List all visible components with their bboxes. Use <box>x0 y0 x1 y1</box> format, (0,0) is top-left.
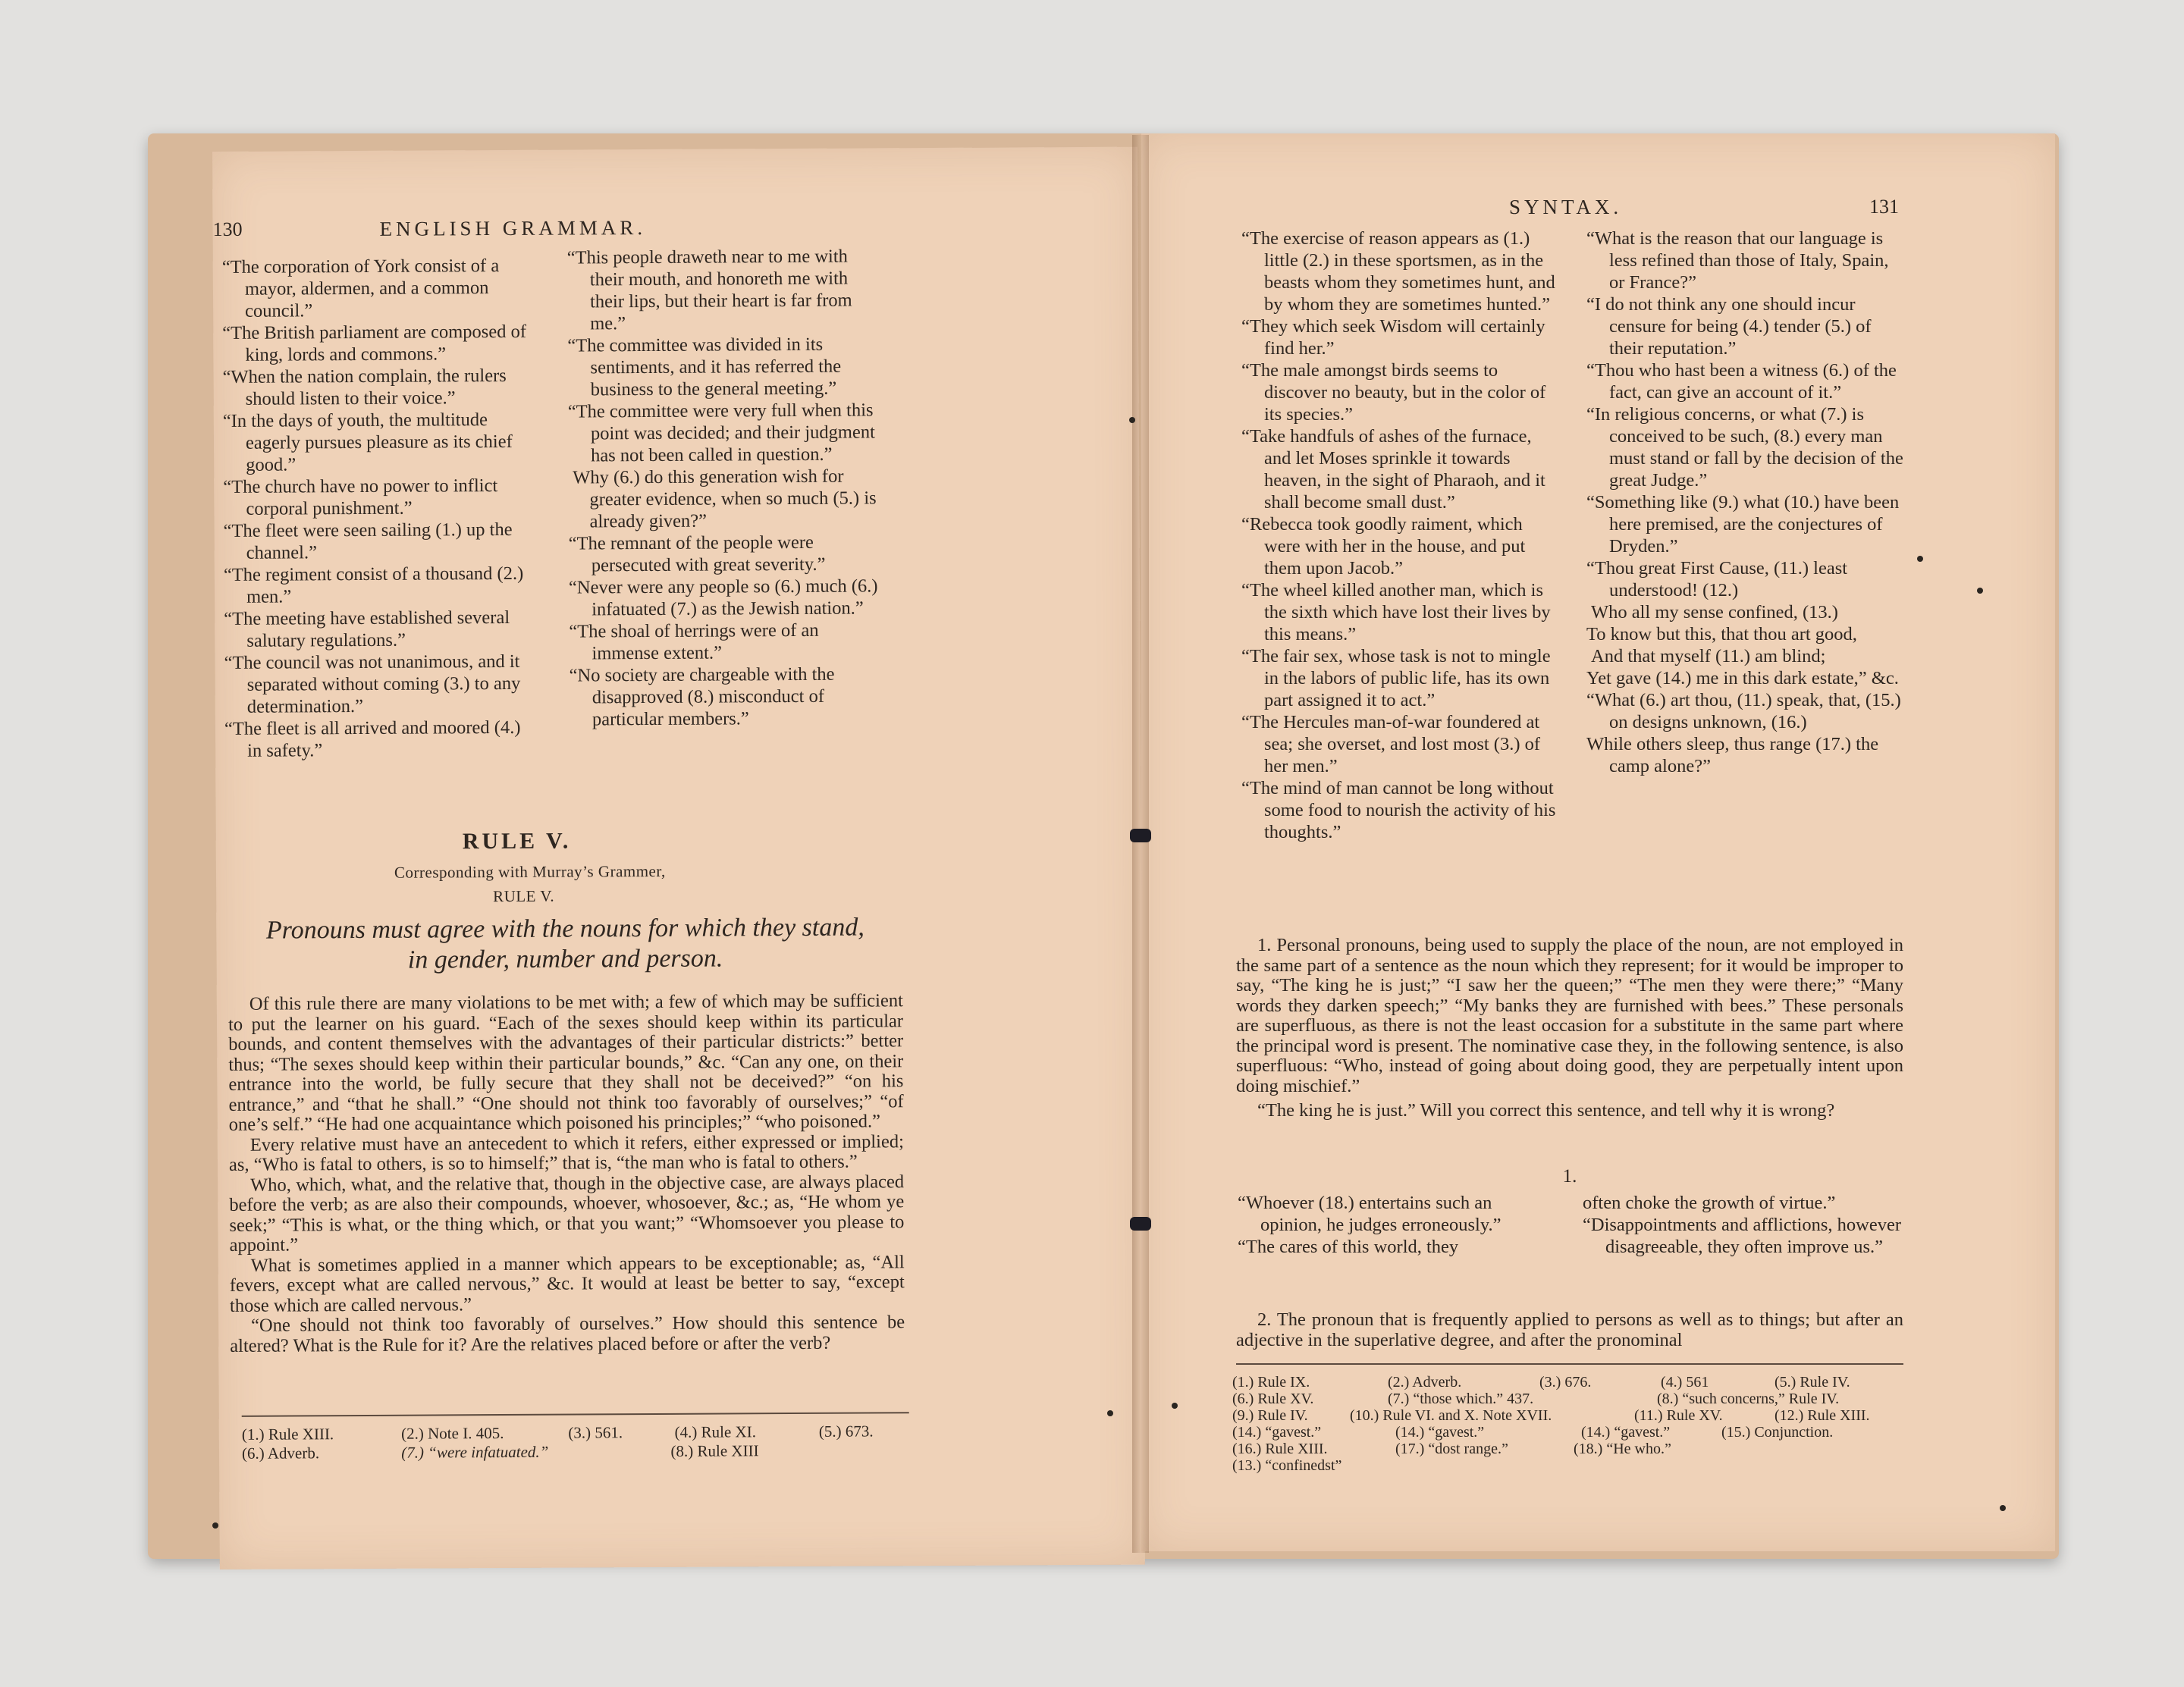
footnote: (12.) Rule XIII. <box>1774 1407 1870 1424</box>
left-footnotes <box>242 1422 924 1463</box>
footnote: (3.) 561. <box>568 1423 623 1442</box>
verse-line: And that myself (11.) am blind; <box>1591 646 1826 666</box>
example-sentence: “The committee was divided in its sentiments, and it has referred the business to the general meeting.” <box>567 334 842 400</box>
ink-speck <box>2000 1505 2006 1511</box>
example-sentence: “The male amongst birds seems to discover no beauty, but in the color of its species.” <box>1241 360 1546 425</box>
example-sentence: “The remnant of the people were persecuted with great severity.” <box>568 531 826 576</box>
right-body-text <box>1236 936 1903 1121</box>
rule-statement-line-2: in gender, number and person. <box>407 944 723 974</box>
exercise-sentence: “The cares of this world, they <box>1238 1237 1459 1257</box>
rule-statement-line-1: Pronouns must agree with the nouns for which they stand, <box>265 913 864 945</box>
rule-subtitle: Corresponding with Murray’s Grammer, <box>394 861 666 882</box>
footnote: (1.) Rule XIII. <box>241 1425 334 1444</box>
example-sentence: “What is the reason that our language is less refined than those of Italy, Spain, or France?” <box>1586 228 1889 293</box>
exercise-col-2 <box>1574 1192 1907 1258</box>
exercise-col-1 <box>1228 1192 1547 1258</box>
body-paragraph: Every relative must have an antecedent to which it refers, either expressed or implied; as, “Who is fatal to others, is so to himself;” that is, “the man who is fatal to others.” <box>228 1130 904 1175</box>
footnote: (9.) Rule IV. <box>1232 1407 1308 1424</box>
footnote: (8.) Rule XIII <box>670 1441 759 1460</box>
ink-speck <box>1977 588 1983 594</box>
example-sentence: “The corporation of York consist of a mayor, aldermen, and a common council.” <box>221 256 500 321</box>
verse-line: To know but this, that thou art good, <box>1586 624 1857 644</box>
right-page-header: SYNTAX. <box>1509 196 1623 218</box>
right-page <box>1141 133 2055 1551</box>
example-sentence: “When the nation complain, the rulers should listen to their voice.” <box>222 365 507 409</box>
verse-line: While others sleep, thus range (17.) the camp alone?” <box>1586 734 1879 776</box>
footnote: (1.) Rule IX. <box>1232 1374 1310 1391</box>
body-paragraph: 2. The pronoun that is frequently applied to persons as well as to things; but after an adjective in the superlative degree, and after the pronominal <box>1236 1309 1903 1350</box>
footnote-rule <box>242 1412 909 1417</box>
example-sentence: “The church have no power to inflict corporal punishment.” <box>223 475 498 519</box>
body-paragraph: Of this rule there are many violations to be met with; a few of which may be sufficient to put the learner on his guard. “Each of the sexes should keep within its particular bounds, and content themselves with the advantages of their particular districts:” better thus; “The sexes should keep within their particular bounds,” &c. “Can any one, on their entrance into the world, be fully secure that they shall not be deceived?” “on his entrance,” and “that he shall.” “One should not think too favorably of ourselves;” “of one’s self.” “He had one acquaintance which poisoned his principles;” “who poisoned.” <box>228 990 904 1135</box>
footnote: (15.) Conjunction. <box>1721 1424 1834 1441</box>
example-sentence: Why (6.) do this generation wish for greater evidence, when so much (5.) is already given?” <box>573 466 877 532</box>
example-sentence: “The fair sex, whose task is not to mingle in the labors of public life, has its own part assigned it to act.” <box>1241 646 1551 710</box>
rule-subtitle-2: RULE V. <box>493 886 555 906</box>
ink-speck <box>212 1522 218 1529</box>
exercise-sentence: often choke the growth of virtue.” <box>1583 1193 1836 1213</box>
rule-title: RULE V. <box>462 828 572 854</box>
verse-line: Yet gave (14.) me in this dark estate,” &c. <box>1586 668 1899 688</box>
example-sentence: “The fleet is all arrived and moored (4.) in safety.” <box>224 717 521 761</box>
right-footnotes <box>1232 1374 1915 1474</box>
example-sentence: “The Hercules man-of-war foundered at sea; she overset, and lost most (3.) of her men.” <box>1241 712 1541 776</box>
footnote: (5.) 673. <box>818 1422 874 1441</box>
example-sentence: “Take handfuls of ashes of the furnace, and let Moses sprinkle it towards heaven, in the sight of Pharaoh, and it shall become small dust.” <box>1241 426 1545 513</box>
left-col-1 <box>213 255 534 762</box>
example-sentence: “The British parliament are composed of king, lords and commons.” <box>222 321 527 365</box>
body-paragraph: 1. Personal pronouns, being used to supply the place of the noun, are not employed in the same part of a sentence as the noun which they represent; for it would be improper to say, “The king he is just;” “I saw her the queen;” “The men they were there;” “Many words they darken speech;” “My banks they are furnished with bees.” These personals are superfluous, as there is not the least occasion for a substitute in the same part where the principal word is present. The nominative case they, in the following sentence, is also superfluous: “Who, instead of going about doing good, they are perpetually intent upon doing mischief.” <box>1236 935 1903 1096</box>
rule-statement <box>216 912 914 977</box>
example-sentence: “The mind of man cannot be long without some food to nourish the activity of his thoughts.” <box>1241 778 1556 842</box>
right-body-text-2 <box>1236 1310 1903 1350</box>
footnote: (16.) Rule XIII. <box>1232 1441 1328 1457</box>
ink-speck <box>1917 556 1923 562</box>
book-gutter <box>1132 135 1149 1553</box>
example-sentence: “In the days of youth, the multitude eagerly pursues pleasure as its chief good.” <box>222 409 513 475</box>
body-paragraph: “The king he is just.” Will you correct this sentence, and tell why it is wrong? <box>1257 1100 1835 1121</box>
example-sentence: “They which seek Wisdom will certainly find her.” <box>1241 316 1545 359</box>
footnote: (14.) “gavest.” <box>1581 1424 1671 1441</box>
left-body-text <box>228 991 905 1356</box>
binding-stitch <box>1130 1217 1151 1231</box>
footnote: (7.) “those which.” 437. <box>1388 1391 1534 1407</box>
example-sentence: “No society are chargeable with the disapproved (8.) misconduct of particular members.” <box>569 663 835 730</box>
example-sentence: “The wheel killed another man, which is the sixth which have lost their lives by this means.” <box>1241 580 1551 644</box>
example-sentence: “I do not think any one should incur censure for being (4.) tender (5.) of their reputation.” <box>1586 294 1872 359</box>
example-sentence: “The exercise of reason appears as (1.) little (2.) in these sportsmen, as in the beasts whom they sometimes hunt, and by whom they are sometimes hunted.” <box>1241 228 1555 315</box>
footnote: (5.) Rule IV. <box>1774 1374 1850 1391</box>
example-sentence: “Thou who hast been a witness (6.) of the fact, can give an account of it.” <box>1586 360 1897 403</box>
footnote: (10.) Rule VI. and X. Note XVII. <box>1350 1407 1552 1424</box>
exercise-sentence: “Whoever (18.) entertains such an opinion, he judges erroneously.” <box>1238 1193 1502 1235</box>
exercise-sentence: “Disappointments and afflictions, however disagreeable, they often improve us.” <box>1583 1215 1902 1257</box>
right-page-number: 131 <box>1869 196 1899 218</box>
ink-speck <box>1172 1403 1178 1409</box>
footnote: (3.) 676. <box>1539 1374 1592 1391</box>
left-page-header: ENGLISH GRAMMAR. <box>379 216 647 240</box>
footnote: (18.) “He who.” <box>1574 1441 1671 1457</box>
ink-speck <box>1129 417 1135 423</box>
footnote: (2.) Adverb. <box>1388 1374 1462 1391</box>
left-page <box>212 147 1145 1569</box>
footnote: (11.) Rule XV. <box>1634 1407 1723 1424</box>
footnote: (6.) Adverb. <box>241 1444 320 1463</box>
example-sentence: “The meeting have established several salutary regulations.” <box>224 607 510 651</box>
left-col-2 <box>558 245 886 730</box>
example-sentence: “The fleet were seen sailing (1.) up the channel.” <box>223 519 513 563</box>
verse-line: Who all my sense confined, (13.) <box>1591 602 1838 622</box>
binding-stitch <box>1130 829 1151 842</box>
right-col-1 <box>1232 227 1558 843</box>
footnote: (4.) 561 <box>1661 1374 1709 1391</box>
example-sentence: “The council was not unanimous, and it separated without coming (3.) to any determination.” <box>224 651 521 717</box>
footnote: (8.) “such concerns,” Rule IV. <box>1657 1391 1840 1407</box>
body-paragraph: “One should not think too favorably of ourselves.” How should this sentence be altered? What is the Rule for it? Are the relatives placed before or after the verb? <box>230 1312 905 1356</box>
footnote-rule <box>1236 1363 1903 1365</box>
footnote: (17.) “dost range.” <box>1395 1441 1508 1457</box>
footnote: (2.) Note I. 405. <box>401 1424 504 1443</box>
footnote: (7.) “were infatuated.” <box>401 1442 549 1462</box>
example-sentence: “The committee were very full when this point was decided; and their judgment has not been called in question.” <box>567 400 875 466</box>
example-sentence: “This people draweth near to me with their mouth, and honoreth me with their lips, but their heart is far from me.” <box>566 246 852 334</box>
footnote: (14.) “gavest.” <box>1232 1424 1322 1441</box>
verse-line: “Thou great First Cause, (11.) least understood! (12.) <box>1586 558 1848 600</box>
footnote: (14.) “gavest.” <box>1395 1424 1485 1441</box>
example-sentence: “Never were any people so (6.) much (6.) infatuated (7.) as the Jewish nation.” <box>568 575 878 620</box>
footnote: (6.) Rule XV. <box>1232 1391 1314 1407</box>
ink-speck <box>1107 1410 1113 1416</box>
example-sentence: “Rebecca took goodly raiment, which were with her in the house, and put them upon Jacob.” <box>1241 514 1526 579</box>
exercise-number: 1. <box>1562 1166 1577 1187</box>
example-sentence: “What (6.) art thou, (11.) speak, that, (15.) on designs unknown, (16.) <box>1586 690 1901 732</box>
example-sentence: “Something like (9.) what (10.) have been here premised, are the conjectures of Dryden.” <box>1586 492 1900 557</box>
right-col-2 <box>1577 227 1903 777</box>
body-paragraph: Who, which, what, and the relative that, though in the objective case, are always placed before the verb; as are also their compounds, whoever, whosoever, &c.; as, “He whom ye seek;” “This is what, or the thing which, or that you want;” “Whomsoever you please to appoint.” <box>229 1171 905 1256</box>
footnote: (13.) “confinedst” <box>1232 1457 1342 1474</box>
example-sentence: “The regiment consist of a thousand (2.) men.” <box>223 563 524 607</box>
left-page-number: 130 <box>212 218 243 240</box>
example-sentence: “The shoal of herrings were of an immense extent.” <box>569 619 819 664</box>
body-paragraph: What is sometimes applied in a manner which appears to be exceptionable; as, “All fevers, except what are called nervous,” &c. It would at least be better to say, “except those which are called nervous.” <box>229 1251 905 1316</box>
example-sentence: “In religious concerns, or what (7.) is conceived to be such, (8.) every man must stand or fall by the decision of the great Judge.” <box>1586 404 1903 491</box>
footnote: (4.) Rule XI. <box>674 1422 756 1441</box>
